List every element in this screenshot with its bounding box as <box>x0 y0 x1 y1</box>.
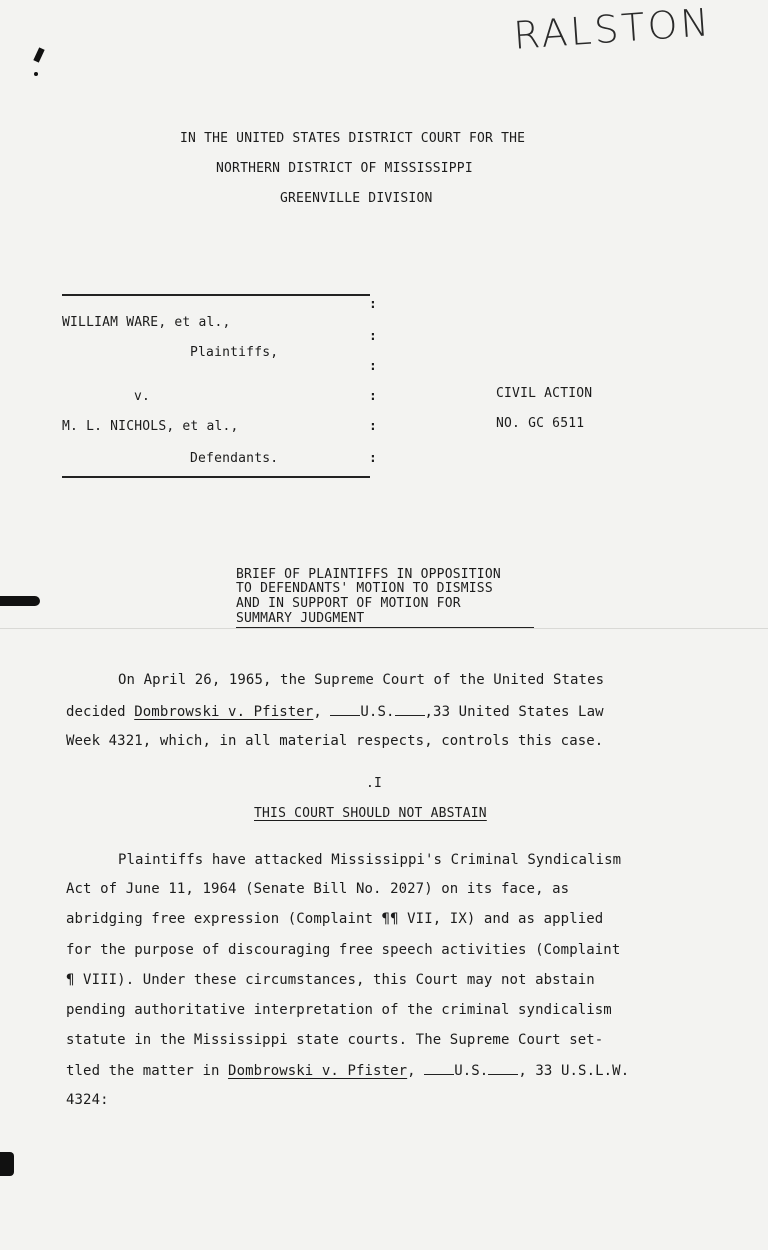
text-run: , <box>407 1063 425 1079</box>
citation-blank <box>395 703 425 716</box>
citation-blank <box>488 1062 518 1075</box>
caption-colon: : <box>369 389 377 404</box>
text-run: U.S. <box>360 704 395 720</box>
caption-colon: : <box>369 451 377 466</box>
plaintiff-role: Plaintiffs, <box>190 345 279 360</box>
caption-colon: : <box>369 297 377 312</box>
para-line6: pending authoritative interpretation of the criminal syndicalism <box>66 1002 612 1018</box>
para-line4: for the purpose of discouraging free speech activities (Complaint <box>66 942 621 958</box>
brief-title-underline <box>236 627 534 628</box>
scan-mark <box>0 1152 14 1176</box>
caption-colon: : <box>369 419 377 434</box>
court-header-line1: IN THE UNITED STATES DISTRICT COURT FOR THE <box>180 131 526 146</box>
brief-title-line2: TO DEFENDANTS' MOTION TO DISMISS <box>236 581 493 596</box>
court-header-line2: NORTHERN DISTRICT OF MISSISSIPPI <box>216 161 473 176</box>
para-line1: Plaintiffs have attacked Mississippi's Criminal Syndicalism <box>118 852 622 868</box>
brief-title-line4: SUMMARY JUDGMENT <box>236 611 365 626</box>
civil-action-number: NO. GC 6511 <box>496 416 585 431</box>
section-number: .I <box>366 776 383 791</box>
caption-top-rule <box>62 294 370 296</box>
defendant-name: M. L. NICHOLS, et al., <box>62 419 239 434</box>
para-line7: statute in the Mississippi state courts. The Supreme Court set- <box>66 1032 604 1048</box>
text-run: U.S. <box>454 1063 489 1079</box>
text-run: , 33 U.S.L.W. <box>518 1063 630 1079</box>
para-line2: Act of June 11, 1964 (Senate Bill No. 2027) on its face, as <box>66 881 570 897</box>
caption-bottom-rule <box>62 476 370 478</box>
court-header-line3: GREENVILLE DIVISION <box>280 191 433 206</box>
text-run: , <box>313 704 331 720</box>
brief-title-line1: BRIEF OF PLAINTIFFS IN OPPOSITION <box>236 567 501 582</box>
scan-mark <box>33 47 44 62</box>
para-line5: ¶ VIII). Under these circumstances, this Court may not abstain <box>66 972 595 988</box>
brief-title-line3: AND IN SUPPORT OF MOTION FOR <box>236 596 461 611</box>
section-heading: THIS COURT SHOULD NOT ABSTAIN <box>254 806 487 821</box>
text-run: ,33 United States Law <box>424 704 604 720</box>
caption-colon: : <box>369 359 377 374</box>
handwritten-annotation: RALSTON <box>512 0 714 58</box>
para-line8 <box>66 1062 629 1079</box>
versus: v. <box>134 389 151 404</box>
case-citation: Dombrowski v. Pfister <box>228 1063 408 1079</box>
para-line3: abridging free expression (Complaint ¶¶ VII, IX) and as applied <box>66 911 604 927</box>
scan-mark <box>34 72 38 76</box>
intro-line3: Week 4321, which, in all material respects, controls this case. <box>66 733 604 749</box>
defendant-role: Defendants. <box>190 451 279 466</box>
intro-line2 <box>66 703 604 720</box>
citation-blank <box>424 1062 454 1075</box>
case-citation: Dombrowski v. Pfister <box>134 704 314 720</box>
para-line9: 4324: <box>66 1092 109 1108</box>
citation-blank <box>330 703 360 716</box>
intro-line1: On April 26, 1965, the Supreme Court of the United States <box>118 672 605 688</box>
text-run: decided <box>66 704 135 720</box>
caption-colon: : <box>369 329 377 344</box>
page-fold-line <box>0 628 768 629</box>
plaintiff-name: WILLIAM WARE, et al., <box>62 315 231 330</box>
civil-action-label: CIVIL ACTION <box>496 386 593 401</box>
scan-mark <box>0 596 40 606</box>
text-run: tled the matter in <box>66 1063 229 1079</box>
